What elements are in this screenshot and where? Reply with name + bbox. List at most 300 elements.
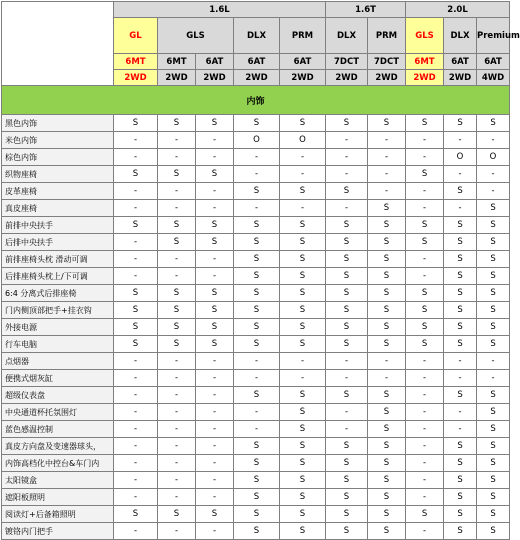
- table-row: [2, 489, 510, 506]
- availability-cell: S: [326, 285, 368, 302]
- drive-cell: 4WD: [477, 70, 510, 86]
- availability-cell: -: [234, 404, 280, 421]
- availability-cell: -: [444, 166, 477, 183]
- availability-cell: S: [444, 217, 477, 234]
- feature-label: 门内侧顶部把手+挂衣钩: [2, 302, 114, 319]
- availability-cell: -: [114, 387, 158, 404]
- availability-cell: S: [114, 115, 158, 132]
- availability-cell: S: [326, 234, 368, 251]
- availability-cell: S: [477, 421, 510, 438]
- feature-label: 超级仪表盘: [2, 387, 114, 404]
- engine-header-row: [2, 2, 510, 18]
- availability-cell: -: [114, 149, 158, 166]
- availability-cell: -: [406, 455, 444, 472]
- availability-cell: S: [444, 506, 477, 523]
- availability-cell: S: [234, 523, 280, 540]
- availability-cell: S: [406, 302, 444, 319]
- availability-cell: -: [406, 132, 444, 149]
- table-row: [2, 183, 510, 200]
- transmission-cell: 6AT: [234, 54, 280, 70]
- availability-cell: S: [326, 302, 368, 319]
- availability-cell: S: [477, 455, 510, 472]
- availability-cell: S: [326, 115, 368, 132]
- availability-cell: S: [444, 523, 477, 540]
- availability-cell: S: [444, 489, 477, 506]
- availability-cell: S: [368, 115, 406, 132]
- availability-cell: S: [477, 404, 510, 421]
- availability-cell: S: [368, 285, 406, 302]
- trim-cell: DLX: [444, 18, 477, 54]
- availability-cell: S: [477, 115, 510, 132]
- table-row: [2, 285, 510, 302]
- availability-cell: -: [326, 166, 368, 183]
- availability-cell: -: [114, 523, 158, 540]
- availability-cell: S: [406, 285, 444, 302]
- availability-cell: S: [158, 234, 196, 251]
- availability-cell: S: [368, 523, 406, 540]
- transmission-cell: 6MT: [158, 54, 196, 70]
- availability-cell: -: [477, 166, 510, 183]
- availability-cell: S: [444, 336, 477, 353]
- availability-cell: -: [196, 132, 234, 149]
- availability-cell: -: [368, 183, 406, 200]
- availability-cell: S: [368, 455, 406, 472]
- table-row: [2, 523, 510, 540]
- table-row: [2, 302, 510, 319]
- availability-cell: -: [234, 353, 280, 370]
- availability-cell: S: [477, 523, 510, 540]
- availability-cell: -: [158, 370, 196, 387]
- availability-cell: -: [406, 268, 444, 285]
- availability-cell: -: [406, 149, 444, 166]
- availability-cell: -: [158, 489, 196, 506]
- availability-cell: S: [444, 183, 477, 200]
- availability-cell: S: [158, 115, 196, 132]
- table-row: [2, 149, 510, 166]
- feature-label: 真皮座椅: [2, 200, 114, 217]
- availability-cell: S: [406, 217, 444, 234]
- availability-cell: -: [158, 523, 196, 540]
- availability-cell: S: [368, 387, 406, 404]
- availability-cell: -: [114, 132, 158, 149]
- availability-cell: S: [114, 217, 158, 234]
- availability-cell: S: [280, 506, 326, 523]
- availability-cell: -: [280, 166, 326, 183]
- table-row: [2, 200, 510, 217]
- availability-cell: S: [234, 302, 280, 319]
- availability-cell: -: [406, 421, 444, 438]
- availability-cell: S: [158, 319, 196, 336]
- availability-cell: S: [234, 438, 280, 455]
- availability-cell: -: [234, 200, 280, 217]
- feature-label: 外接电源: [2, 319, 114, 336]
- availability-cell: S: [280, 319, 326, 336]
- availability-cell: -: [406, 387, 444, 404]
- availability-cell: S: [280, 387, 326, 404]
- availability-cell: S: [234, 506, 280, 523]
- drive-cell: 2WD: [326, 70, 368, 86]
- availability-cell: -: [326, 370, 368, 387]
- availability-cell: -: [326, 421, 368, 438]
- feature-label: 黑色内饰: [2, 115, 114, 132]
- table-row: [2, 251, 510, 268]
- availability-cell: S: [326, 489, 368, 506]
- availability-cell: -: [114, 200, 158, 217]
- availability-cell: S: [444, 438, 477, 455]
- availability-cell: S: [368, 421, 406, 438]
- feature-label: 内饰高档化中控台&车门内: [2, 455, 114, 472]
- availability-cell: S: [114, 285, 158, 302]
- trim-cell: Premium: [477, 18, 510, 54]
- table-row: [2, 234, 510, 251]
- section-title: 内饰: [2, 86, 510, 115]
- availability-cell: S: [114, 506, 158, 523]
- availability-cell: S: [196, 319, 234, 336]
- availability-cell: -: [114, 472, 158, 489]
- availability-cell: -: [234, 166, 280, 183]
- drive-cell: 2WD: [444, 70, 477, 86]
- availability-cell: S: [326, 183, 368, 200]
- table-row: [2, 166, 510, 183]
- availability-cell: S: [326, 387, 368, 404]
- table-row: [2, 438, 510, 455]
- availability-cell: O: [280, 132, 326, 149]
- availability-cell: S: [280, 455, 326, 472]
- trim-cell: GL: [114, 18, 158, 54]
- feature-label: 阅读灯+后备箱照明: [2, 506, 114, 523]
- availability-cell: -: [444, 404, 477, 421]
- availability-cell: -: [114, 421, 158, 438]
- availability-cell: O: [444, 149, 477, 166]
- table-row: [2, 353, 510, 370]
- availability-cell: -: [326, 404, 368, 421]
- feature-label: 蓝色感温控制: [2, 421, 114, 438]
- feature-label: 真皮方向盘及变速器球头，: [2, 438, 114, 455]
- availability-cell: -: [158, 149, 196, 166]
- availability-cell: S: [477, 506, 510, 523]
- availability-cell: S: [326, 319, 368, 336]
- availability-cell: S: [280, 285, 326, 302]
- availability-cell: -: [196, 455, 234, 472]
- table-row: [2, 319, 510, 336]
- availability-cell: S: [444, 234, 477, 251]
- availability-cell: S: [477, 268, 510, 285]
- availability-cell: S: [280, 523, 326, 540]
- availability-cell: -: [477, 353, 510, 370]
- feature-label: 皮革座椅: [2, 183, 114, 200]
- availability-cell: -: [158, 438, 196, 455]
- availability-cell: -: [477, 132, 510, 149]
- availability-cell: S: [326, 506, 368, 523]
- availability-cell: S: [477, 438, 510, 455]
- drive-cell: 2WD: [234, 70, 280, 86]
- feature-label: 前排座椅头枕 滑动可调: [2, 251, 114, 268]
- availability-cell: S: [368, 404, 406, 421]
- feature-label: 后排座椅头枕上/下可调: [2, 268, 114, 285]
- availability-cell: S: [196, 506, 234, 523]
- transmission-cell: 6AT: [444, 54, 477, 70]
- availability-cell: -: [114, 268, 158, 285]
- table-row: [2, 421, 510, 438]
- availability-cell: S: [477, 387, 510, 404]
- availability-cell: S: [368, 506, 406, 523]
- table-row: [2, 132, 510, 149]
- availability-cell: -: [158, 353, 196, 370]
- availability-cell: -: [234, 421, 280, 438]
- availability-cell: S: [158, 217, 196, 234]
- availability-cell: -: [196, 268, 234, 285]
- availability-cell: -: [114, 438, 158, 455]
- availability-cell: S: [477, 234, 510, 251]
- availability-cell: -: [326, 200, 368, 217]
- availability-cell: -: [196, 200, 234, 217]
- availability-cell: S: [196, 234, 234, 251]
- availability-cell: -: [326, 353, 368, 370]
- availability-cell: S: [477, 489, 510, 506]
- availability-cell: S: [477, 217, 510, 234]
- availability-cell: O: [477, 149, 510, 166]
- availability-cell: S: [477, 302, 510, 319]
- availability-cell: S: [280, 251, 326, 268]
- availability-cell: -: [196, 183, 234, 200]
- availability-cell: -: [114, 370, 158, 387]
- availability-cell: S: [477, 472, 510, 489]
- availability-cell: S: [234, 115, 280, 132]
- availability-cell: -: [196, 404, 234, 421]
- availability-cell: S: [477, 285, 510, 302]
- availability-cell: S: [158, 302, 196, 319]
- availability-cell: S: [280, 438, 326, 455]
- availability-cell: O: [234, 132, 280, 149]
- drive-cell: 2WD: [158, 70, 196, 86]
- availability-cell: -: [234, 370, 280, 387]
- availability-cell: S: [280, 183, 326, 200]
- availability-cell: -: [158, 200, 196, 217]
- availability-cell: -: [114, 353, 158, 370]
- availability-cell: -: [158, 404, 196, 421]
- availability-cell: S: [196, 217, 234, 234]
- availability-cell: -: [280, 149, 326, 166]
- availability-cell: S: [196, 336, 234, 353]
- header-corner: [2, 2, 114, 86]
- availability-cell: -: [114, 489, 158, 506]
- trim-cell: DLX: [326, 18, 368, 54]
- drive-cell: 2WD: [406, 70, 444, 86]
- availability-cell: S: [368, 302, 406, 319]
- availability-cell: -: [196, 438, 234, 455]
- availability-cell: S: [280, 489, 326, 506]
- availability-cell: -: [280, 200, 326, 217]
- availability-cell: -: [406, 489, 444, 506]
- availability-cell: -: [196, 489, 234, 506]
- availability-cell: S: [234, 489, 280, 506]
- availability-cell: S: [280, 302, 326, 319]
- feature-label: 6:4 分离式后排座椅: [2, 285, 114, 302]
- availability-cell: -: [196, 387, 234, 404]
- table-row: [2, 404, 510, 421]
- availability-cell: S: [406, 336, 444, 353]
- availability-cell: -: [444, 200, 477, 217]
- feature-label: 米色内饰: [2, 132, 114, 149]
- availability-cell: -: [477, 183, 510, 200]
- availability-cell: S: [368, 319, 406, 336]
- availability-cell: -: [196, 353, 234, 370]
- table-row: [2, 217, 510, 234]
- availability-cell: S: [477, 336, 510, 353]
- availability-cell: S: [444, 302, 477, 319]
- availability-cell: S: [444, 387, 477, 404]
- availability-cell: S: [326, 472, 368, 489]
- availability-cell: -: [368, 370, 406, 387]
- availability-cell: S: [326, 523, 368, 540]
- engine-1-6t: 1.6T: [326, 2, 406, 18]
- availability-cell: -: [368, 132, 406, 149]
- availability-cell: S: [444, 251, 477, 268]
- availability-cell: -: [114, 234, 158, 251]
- availability-cell: -: [158, 472, 196, 489]
- availability-cell: S: [234, 268, 280, 285]
- spec-table: [1, 1, 520, 540]
- availability-cell: -: [368, 166, 406, 183]
- availability-cell: S: [196, 285, 234, 302]
- availability-cell: -: [234, 149, 280, 166]
- availability-cell: -: [158, 455, 196, 472]
- availability-cell: -: [158, 387, 196, 404]
- availability-cell: S: [280, 115, 326, 132]
- feature-label: 便携式烟灰缸: [2, 370, 114, 387]
- drive-cell: 2WD: [196, 70, 234, 86]
- availability-cell: -: [368, 149, 406, 166]
- availability-cell: S: [114, 302, 158, 319]
- availability-cell: -: [114, 183, 158, 200]
- availability-cell: S: [444, 115, 477, 132]
- availability-cell: -: [196, 370, 234, 387]
- transmission-cell: 6AT: [196, 54, 234, 70]
- trim-cell: DLX: [234, 18, 280, 54]
- availability-cell: -: [326, 149, 368, 166]
- feature-label: 中央通道杯托氛围灯: [2, 404, 114, 421]
- availability-cell: S: [477, 319, 510, 336]
- table-body: [2, 115, 510, 540]
- transmission-cell: 6MT: [114, 54, 158, 70]
- availability-cell: -: [158, 268, 196, 285]
- availability-cell: S: [234, 285, 280, 302]
- table-row: [2, 370, 510, 387]
- availability-cell: S: [368, 234, 406, 251]
- availability-cell: -: [196, 472, 234, 489]
- availability-cell: S: [280, 421, 326, 438]
- availability-cell: S: [234, 387, 280, 404]
- availability-cell: -: [444, 353, 477, 370]
- feature-label: 织物座椅: [2, 166, 114, 183]
- availability-cell: S: [114, 336, 158, 353]
- availability-cell: S: [368, 268, 406, 285]
- availability-cell: -: [406, 404, 444, 421]
- availability-cell: -: [196, 149, 234, 166]
- availability-cell: S: [368, 438, 406, 455]
- availability-cell: S: [234, 455, 280, 472]
- availability-cell: S: [158, 506, 196, 523]
- feature-label: 点烟器: [2, 353, 114, 370]
- availability-cell: S: [368, 489, 406, 506]
- availability-cell: S: [234, 319, 280, 336]
- availability-cell: -: [406, 472, 444, 489]
- availability-cell: -: [158, 183, 196, 200]
- availability-cell: -: [158, 421, 196, 438]
- availability-cell: S: [326, 251, 368, 268]
- availability-cell: S: [406, 506, 444, 523]
- availability-cell: S: [280, 404, 326, 421]
- feature-label: 前排中央扶手: [2, 217, 114, 234]
- availability-cell: S: [234, 217, 280, 234]
- availability-cell: S: [196, 115, 234, 132]
- table-row: [2, 268, 510, 285]
- availability-cell: -: [406, 200, 444, 217]
- availability-cell: S: [114, 166, 158, 183]
- section-header-row: [2, 86, 510, 115]
- table-row: [2, 115, 510, 132]
- transmission-cell: 6AT: [280, 54, 326, 70]
- transmission-cell: 7DCT: [368, 54, 406, 70]
- availability-cell: S: [326, 438, 368, 455]
- engine-2-0l: 2.0L: [406, 2, 510, 18]
- drive-cell: 2WD: [114, 70, 158, 86]
- availability-cell: -: [114, 455, 158, 472]
- availability-cell: S: [368, 336, 406, 353]
- availability-cell: S: [234, 183, 280, 200]
- availability-cell: S: [158, 285, 196, 302]
- availability-cell: S: [444, 455, 477, 472]
- availability-cell: -: [406, 183, 444, 200]
- availability-cell: S: [280, 234, 326, 251]
- table-row: [2, 506, 510, 523]
- availability-cell: S: [368, 251, 406, 268]
- availability-cell: -: [196, 523, 234, 540]
- availability-cell: -: [196, 421, 234, 438]
- availability-cell: S: [196, 166, 234, 183]
- availability-cell: S: [444, 285, 477, 302]
- trim-cell: GLS: [158, 18, 234, 54]
- feature-label: 后排中央扶手: [2, 234, 114, 251]
- table-row: [2, 387, 510, 404]
- availability-cell: S: [158, 166, 196, 183]
- engine-1-6l: 1.6L: [114, 2, 326, 18]
- availability-cell: S: [326, 268, 368, 285]
- availability-cell: S: [368, 217, 406, 234]
- feature-label: 太阳镜盒: [2, 472, 114, 489]
- availability-cell: S: [234, 251, 280, 268]
- availability-cell: -: [114, 251, 158, 268]
- availability-cell: S: [326, 336, 368, 353]
- drive-cell: 2WD: [368, 70, 406, 86]
- availability-cell: -: [406, 370, 444, 387]
- availability-cell: -: [477, 370, 510, 387]
- availability-cell: S: [406, 319, 444, 336]
- trim-cell: PRM: [368, 18, 406, 54]
- availability-cell: S: [114, 319, 158, 336]
- availability-cell: S: [234, 336, 280, 353]
- availability-cell: S: [406, 115, 444, 132]
- availability-cell: -: [280, 370, 326, 387]
- availability-cell: -: [406, 353, 444, 370]
- availability-cell: S: [444, 319, 477, 336]
- availability-cell: S: [234, 472, 280, 489]
- availability-cell: S: [326, 455, 368, 472]
- availability-cell: -: [406, 438, 444, 455]
- availability-cell: -: [444, 421, 477, 438]
- feature-label: 棕色内饰: [2, 149, 114, 166]
- table-row: [2, 336, 510, 353]
